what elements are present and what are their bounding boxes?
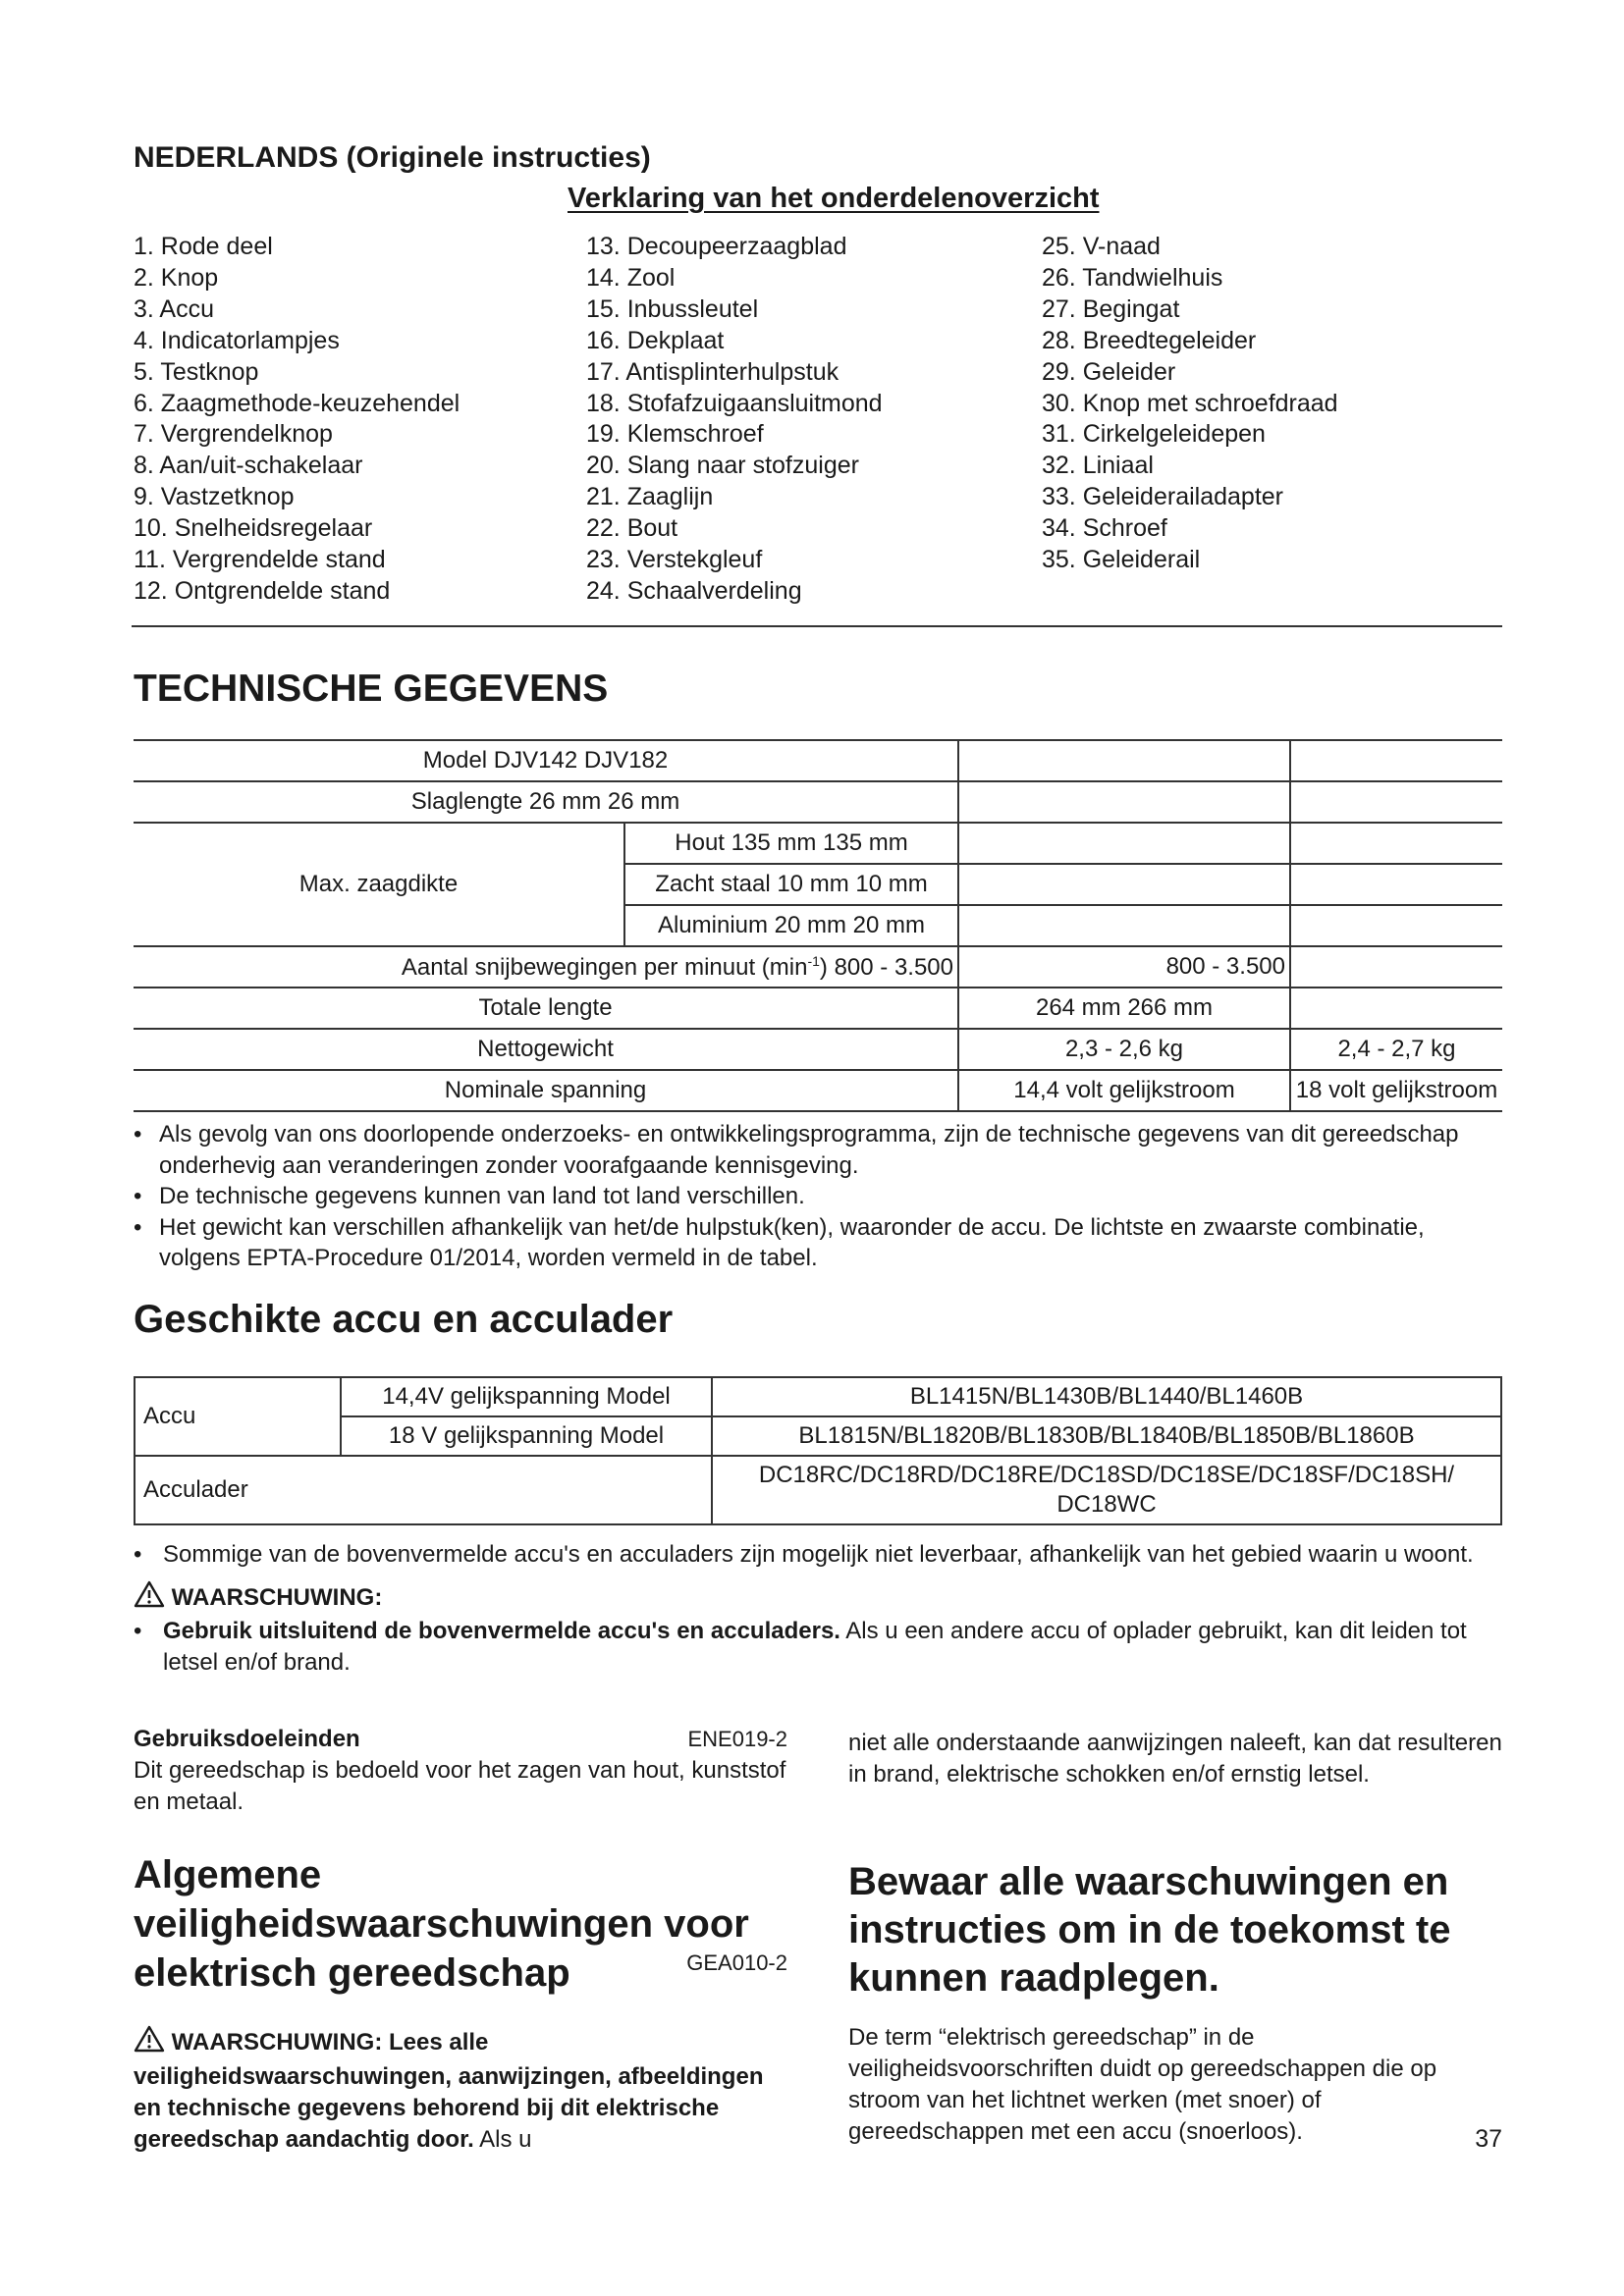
spec-empty-cell (1290, 781, 1502, 823)
spec-voltage-1: 14,4 volt gelijkstroom (958, 1070, 1290, 1111)
part-item: 22. Bout (586, 514, 678, 543)
part-item: 30. Knop met schroefdraad (1042, 389, 1338, 417)
general-safety-title: Algemene veiligheidswaarschuwingen voor elektrisch gereedschap GEA010-2 (134, 1853, 787, 1995)
spec-spm-label: Aantal snijbewegingen per minuut (min (401, 953, 808, 981)
battery-warning (134, 1580, 1508, 1617)
spec-spm (134, 946, 958, 988)
battery-list-18: BL1815N/BL1820B/BL1830B/BL1840B/BL1850B/BL1860B (712, 1416, 1501, 1456)
part-item: 8. Aan/uit-schakelaar (134, 452, 363, 480)
usage-heading-row (134, 1724, 787, 1755)
part-item: 23. Verstekgleuf (586, 546, 763, 574)
spec-wood: Hout 135 mm 135 mm (624, 823, 958, 864)
parts-list-title: Verklaring van het onderdelenoverzicht (568, 183, 1100, 214)
warning-label: WAARSCHUWING: (171, 1583, 383, 1611)
spec-row-length (134, 988, 1502, 1029)
parts-column-2 (586, 232, 883, 608)
part-item: 10. Snelheidsregelaar (134, 514, 373, 543)
part-item: 6. Zaagmethode-keuzehendel (134, 389, 460, 417)
tech-note: • Het gewicht kan verschillen afhankelijk van het/de hulpstuk(ken), waaronder de accu. De lichtste en zwaarste combinatie, volgens EPTA-Procedure 01/2014, worden vermeld in de tabel. (134, 1213, 1425, 1271)
general-warning-tail: Als u (473, 2126, 532, 2153)
spec-spm-value-2: 800 - 3.500 (958, 946, 1290, 988)
part-item: 3. Accu (134, 294, 214, 323)
spec-row-stroke (134, 781, 1502, 823)
usage-text: Dit gereedschap is bedoeld voor het zagen van hout, kunststof en metaal. (134, 1757, 786, 1815)
part-item: 15. Inbussleutel (586, 294, 759, 323)
spec-empty-cell (1290, 988, 1502, 1029)
part-item: 17. Antisplinterhulpstuk (586, 357, 839, 386)
spec-steel: Zacht staal 10 mm 10 mm (624, 864, 958, 905)
part-item: 18. Stofafzuigaansluitmond (586, 389, 883, 417)
usage-code: ENE019-2 (687, 1727, 787, 1751)
spec-empty-cell (958, 823, 1290, 864)
part-item: 13. Decoupeerzaagblad (586, 233, 847, 260)
tech-specs-table (134, 739, 1502, 1112)
battery-table (134, 1376, 1502, 1525)
spec-empty-cell (1290, 905, 1502, 946)
part-item: 25. V-naad (1042, 233, 1161, 260)
spec-weight-2: 2,4 - 2,7 kg (1290, 1029, 1502, 1070)
spec-row-voltage (134, 1070, 1502, 1111)
usage-title: Gebruiksdoeleinden (134, 1726, 360, 1752)
battery-warning-text: • Gebruik uitsluitend de bovenvermelde accu's en acculaders. Als u een andere accu of oplader gebruikt, kan dit leiden tot letsel en/of brand. (134, 1618, 1467, 1676)
spec-max-cut-label: Max. zaagdikte (298, 871, 459, 897)
part-item: 5. Testknop (134, 357, 259, 386)
warning-continuation: niet alle onderstaande aanwijzingen naleeft, kan dat resulteren in brand, elektrische schokken en/of ernstig letsel. (848, 1730, 1502, 1788)
battery-availability-note: • Sommige van de bovenvermelde accu's en acculaders zijn mogelijk niet leverbaar, afhankelijk van het gebied waarin u woont. (134, 1541, 1474, 1568)
part-item: 31. Cirkelgeleidepen (1042, 420, 1266, 449)
page-number: 37 (1475, 2125, 1502, 2153)
language-header: NEDERLANDS (Originele instructies) (134, 141, 651, 174)
spec-row-wood (134, 823, 1502, 864)
part-item: 21. Zaaglijn (586, 483, 714, 511)
battery-notes (134, 1539, 1508, 1678)
battery-accu-label: Accu (135, 1377, 341, 1456)
part-item: 2. Knop (134, 263, 219, 292)
part-item: 7. Vergrendelknop (134, 420, 333, 449)
part-item: 12. Ontgrendelde stand (134, 576, 391, 605)
spec-empty-cell (958, 905, 1290, 946)
part-item: 9. Vastzetknop (134, 483, 295, 511)
part-item: 29. Geleider (1042, 357, 1176, 386)
part-item: 35. Geleiderail (1042, 546, 1201, 574)
battery-section-title: Geschikte accu en acculader (134, 1298, 674, 1341)
spec-row-weight (134, 1029, 1502, 1070)
charger-list: DC18RC/DC18RD/DC18RE/DC18SD/DC18SE/DC18SF/DC18SH/ DC18WC (712, 1456, 1501, 1524)
part-item: 34. Schroef (1042, 514, 1167, 543)
battery-list-144: BL1415N/BL1430B/BL1440/BL1460B (712, 1377, 1501, 1416)
warning-triangle-icon (134, 2025, 165, 2061)
spec-aluminium: Aluminium 20 mm 20 mm (624, 905, 958, 946)
spec-row-spm (134, 946, 1502, 988)
parts-column-3 (1042, 232, 1338, 576)
part-item: 32. Liniaal (1042, 452, 1154, 480)
general-safety-code: GEA010-2 (686, 1950, 787, 1975)
tech-notes (134, 1119, 1508, 1274)
spec-empty-cell (958, 740, 1290, 781)
tech-note: • Als gevolg van ons doorlopende onderzoeks- en ontwikkelingsprogramma, zijn de technische gegevens van dit gereedschap onderhevig aan veranderingen zonder voorafgaande kennisgeving. (134, 1121, 1459, 1179)
usage-section (134, 1724, 787, 1818)
spec-empty-cell (1290, 864, 1502, 905)
general-safety-section (134, 1850, 787, 2156)
spec-empty-cell (958, 781, 1290, 823)
part-item: 33. Geleiderailadapter (1042, 483, 1283, 511)
general-warning (134, 2025, 787, 2156)
spec-weight-1: 2,3 - 2,6 kg (958, 1029, 1290, 1070)
spec-stroke: Slaglengte 26 mm 26 mm (410, 788, 680, 815)
battery-model-18: 18 V gelijkspanning Model (341, 1416, 712, 1456)
spec-empty-cell (1290, 946, 1502, 988)
part-item: 16. Dekplaat (586, 326, 725, 354)
part-item: 14. Zool (586, 263, 676, 292)
section-divider (132, 625, 1502, 627)
spec-model: Model DJV142 DJV182 (422, 747, 669, 774)
keep-instructions-title: Bewaar alle waarschuwingen en instructies om in de toekomst te kunnen raadplegen. (848, 1860, 1451, 2000)
spec-length-label: Totale lengte (478, 994, 613, 1021)
part-item: 4. Indicatorlampjes (134, 326, 340, 354)
spec-row-model (134, 740, 1502, 781)
spec-length-value: 264 mm 266 mm (958, 988, 1290, 1029)
spec-voltage-2: 18 volt gelijkstroom (1290, 1070, 1502, 1111)
spec-empty-cell (1290, 823, 1502, 864)
parts-column-1 (134, 232, 460, 608)
spec-weight-label: Nettogewicht (477, 1036, 614, 1062)
tech-note: • De technische gegevens kunnen van land tot land verschillen. (134, 1183, 805, 1209)
power-tool-term-text: De term “elektrisch gereedschap” in de veiligheidsvoorschriften duidt op gereedschappen die op stroom van het lichtnet werken (met snoer) of gereedschappen met een accu (snoerloos). (848, 2024, 1437, 2145)
part-item: 19. Klemschroef (586, 420, 764, 449)
part-item: 24. Schaalverdeling (586, 576, 802, 605)
charger-label: Acculader (135, 1456, 712, 1524)
tech-specs-title: TECHNISCHE GEGEVENS (134, 667, 609, 710)
spec-empty-cell (958, 864, 1290, 905)
general-warning-bold: WAARSCHUWING: Lees alle veiligheidswaarschuwingen, aanwijzingen, afbeeldingen en technische gegevens behorend bij dit elektrische gereedschap aandachtig door. (134, 2029, 764, 2153)
warning-triangle-icon (134, 1580, 165, 1617)
part-item: 11. Vergrendelde stand (134, 546, 386, 574)
part-item: 1. Rode deel (134, 233, 273, 260)
spec-voltage-label: Nominale spanning (444, 1077, 647, 1103)
spec-empty-cell (1290, 740, 1502, 781)
part-item: 27. Begingat (1042, 294, 1180, 323)
battery-model-144: 14,4V gelijkspanning Model (341, 1377, 712, 1416)
spec-spm-value-1: ) 800 - 3.500 (819, 953, 953, 981)
part-item: 26. Tandwielhuis (1042, 263, 1223, 292)
part-item: 20. Slang naar stofzuiger (586, 452, 859, 480)
part-item: 28. Breedtegeleider (1042, 326, 1257, 354)
spec-spm-unit: -1 (807, 952, 820, 969)
